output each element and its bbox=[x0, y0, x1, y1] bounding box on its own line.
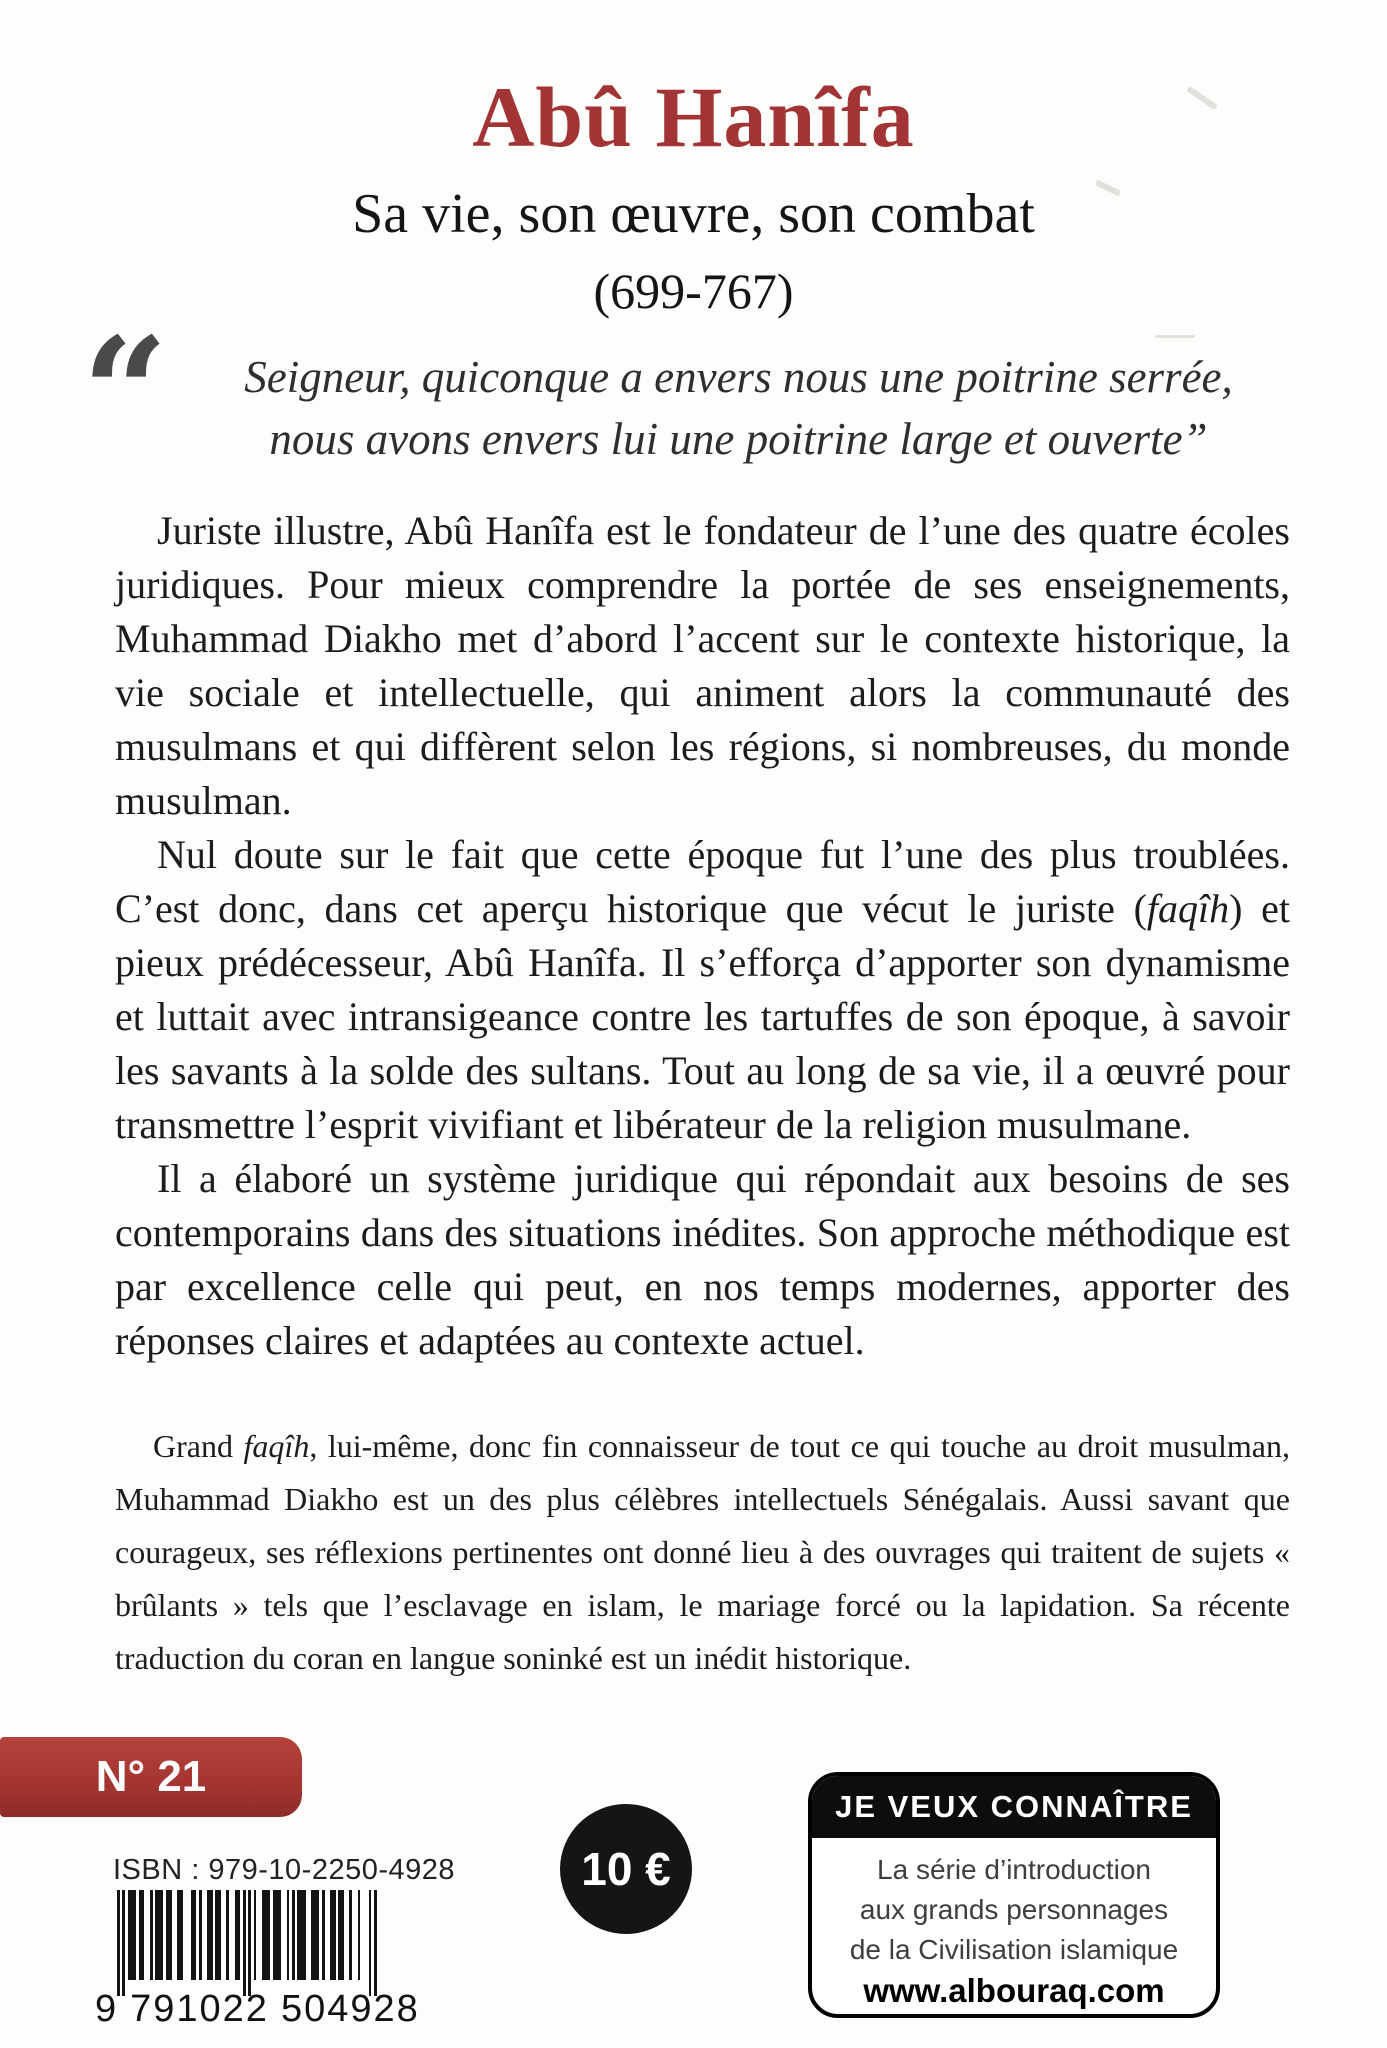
promo-box-description bbox=[812, 1838, 1216, 1970]
publisher-website: www.albouraq.com bbox=[863, 1972, 1165, 2009]
author-bio-paragraph: Grand faqîh, lui-même, donc fin connaisseur de tout ce qui touche au droit musulman, Muhammad Diakho est un des plus célèbres intellectuels Sénégalais. Aussi savant que courageux, ses réflexions pertinentes ont donné lieu à des ouvrages qui traitent de sujets « brûlants » tels que l’esclavage en islam, le mariage forcé ou la lapidation. Sa récente traduction du coran en langue soninké est un inédit historique. bbox=[115, 1428, 1291, 1677]
paragraph-1: Juriste illustre, Abû Hanîfa est le fondateur de l’une des quatre écoles juridiques. Pour mieux comprendre la portée de ses enseignements, Muhammad Diakho met d’abord l’accent sur le contexte historique, la vie sociale et intellectuelle, qui animent alors la communauté des musulmans et qui diffèrent selon les régions, si nombreuses, du monde musulman. bbox=[115, 508, 1290, 824]
back-cover-text bbox=[115, 504, 1290, 1368]
price-sticker bbox=[560, 1804, 692, 1934]
quote-line-1: Seigneur, quiconque a envers nous une poitrine serrée, bbox=[244, 351, 1233, 402]
promo-line-3: de la Civilisation islamique bbox=[849, 1934, 1179, 1965]
book-dates: (699-767) bbox=[593, 262, 794, 319]
promo-line-1: La série d’introduction bbox=[877, 1854, 1151, 1885]
book-subtitle: Sa vie, son œuvre, son combat bbox=[352, 183, 1035, 246]
barcode-digit-group: 9 bbox=[95, 1988, 119, 2030]
scan-smudge bbox=[1155, 335, 1195, 338]
barcode-digit-group: 504928 bbox=[280, 1988, 420, 2030]
price-label: 10 € bbox=[581, 1843, 671, 1895]
author-bio bbox=[115, 1420, 1290, 1685]
series-promo-box bbox=[808, 1772, 1220, 2018]
paragraph-3: Il a élaboré un système juridique qui répondait aux besoins de ses contemporains dans des situations inédites. Son approche méthodique est par excellence celle qui peut, en nos temps modernes, apporter des réponses claires et adaptées au contexte actuel. bbox=[115, 1156, 1290, 1364]
paragraph-2: Nul doute sur le fait que cette époque fut l’une des plus troublées. C’est donc, dans cet aperçu historique que vécut le juriste (faqîh) et pieux prédécesseur, Abû Hanîfa. Il s’efforça d’apporter son dynamisme et luttait avec intransigeance contre les tartuffes de son époque, à savoir les savants à la solde des sultans. Tout au long de sa vie, il a œuvré pour transmettre l’esprit vivifiant et libérateur de la religion musulmane. bbox=[115, 832, 1291, 1148]
series-number-badge bbox=[0, 1737, 302, 1817]
isbn-label: ISBN : 979-10-2250-4928 bbox=[113, 1854, 455, 1886]
book-title: Abû Hanîfa bbox=[472, 69, 915, 165]
barcode-bar bbox=[374, 1890, 377, 1996]
promo-box-header: JE VEUX CONNAÎTRE bbox=[812, 1776, 1216, 1838]
barcode-digit-group: 791022 bbox=[130, 1988, 269, 2030]
quote-mark-icon: “ bbox=[82, 304, 169, 481]
epigraph-quote bbox=[82, 304, 1327, 481]
promo-line-2: aux grands personnages bbox=[859, 1894, 1169, 1925]
barcode-digits bbox=[95, 1988, 420, 2031]
barcode bbox=[117, 1890, 377, 2002]
quote-line-2: nous avons envers lui une poitrine large et ouverte” bbox=[269, 413, 1208, 464]
series-number-label: N° 21 bbox=[95, 1752, 207, 1801]
